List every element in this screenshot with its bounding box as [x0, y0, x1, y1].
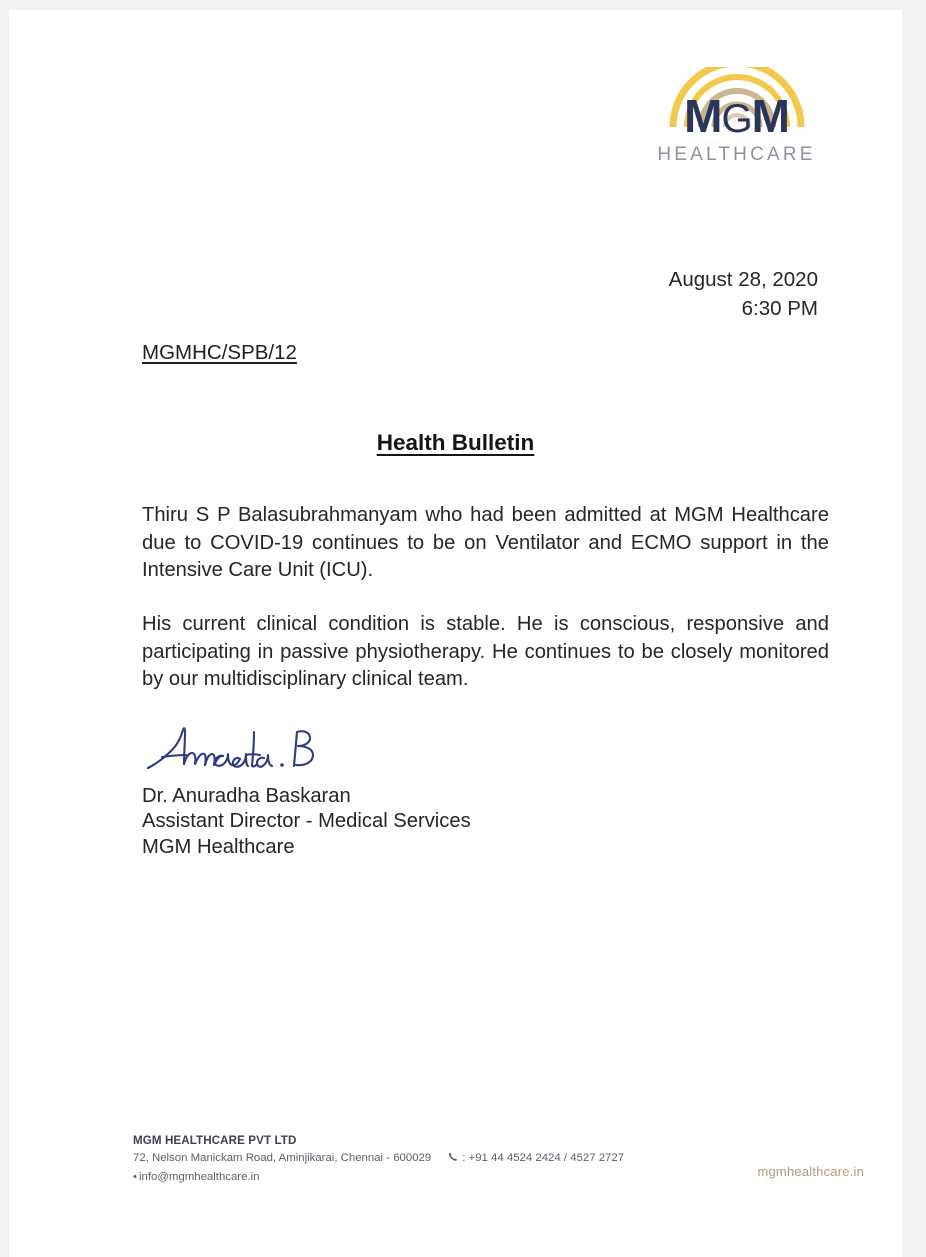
body-paragraph-2: His current clinical condition is stable. He is conscious, responsive and participating in passive physiotherapy. He continues to be closely monitored by our multidisciplinary clinical team. — [142, 613, 829, 691]
document-body — [142, 502, 829, 694]
handwritten-signature — [142, 724, 332, 782]
signatory-designation: Assistant Director - Medical Services — [142, 810, 471, 833]
signatory-name: Dr. Anuradha Baskaran — [142, 785, 351, 807]
phone-icon — [448, 1152, 458, 1165]
logo-wordmark-m1: M — [684, 90, 722, 142]
bullet-icon: • — [133, 1170, 137, 1183]
footer-company-name: MGM HEALTHCARE PVT LTD — [133, 1134, 297, 1147]
body-paragraph-1: Thiru S P Balasubrahmanyam who had been admitted at MGM Healthcare due to COVID-19 continues to be on Ventilator and ECMO support in the Intensive Care Unit (ICU). — [142, 504, 829, 582]
signatory-details — [142, 784, 471, 860]
footer — [133, 1132, 864, 1186]
footer-phone-text: : +91 44 4524 2424 / 4527 2727 — [462, 1152, 625, 1165]
mgm-healthcare-logo — [649, 67, 824, 182]
reference-number: MGMHC/SPB/12 — [142, 341, 297, 364]
footer-email-row — [133, 1168, 864, 1186]
signatory-organisation: MGM Healthcare — [142, 835, 295, 858]
phone-icon-glyph — [448, 1152, 458, 1162]
page-title: Health Bulletin — [376, 430, 535, 455]
logo-wordmark-m2: M — [751, 90, 789, 142]
document-page — [9, 10, 902, 1257]
footer-address: 72, Nelson Manickam Road, Aminjikarai, Chennai - 600029 — [133, 1152, 432, 1165]
footer-website: mgmhealthcare.in — [757, 1164, 864, 1179]
footer-email-text: info@mgmhealthcare.in — [139, 1170, 260, 1183]
footer-contact-row — [133, 1149, 864, 1167]
logo-wordmark-g: G — [721, 97, 752, 141]
logo-wordmark — [649, 90, 824, 142]
logo-subtitle: HEALTHCARE — [657, 144, 816, 165]
date-time-block — [669, 265, 818, 323]
document-time: 6:30 PM — [741, 297, 818, 321]
signature-block — [142, 724, 471, 860]
document-date: August 28, 2020 — [668, 268, 818, 291]
footer-phone — [448, 1149, 624, 1167]
